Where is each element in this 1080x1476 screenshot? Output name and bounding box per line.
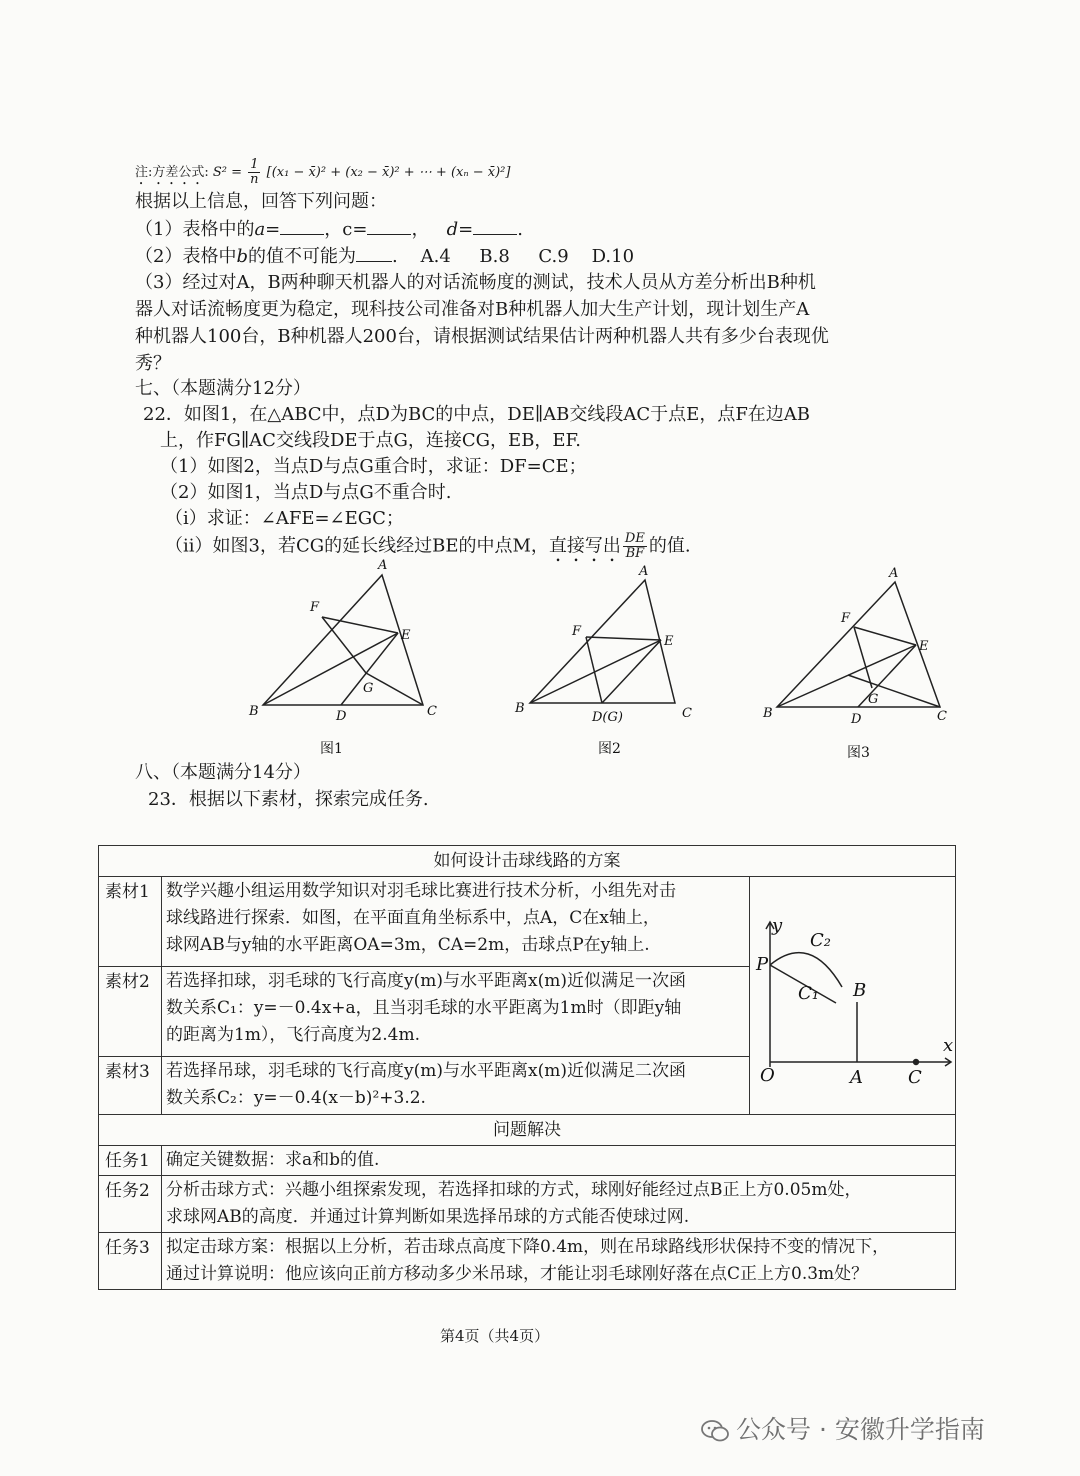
graph-label-c: C bbox=[908, 1067, 922, 1088]
q1-end: . bbox=[517, 219, 523, 240]
section-8-heading: 八、（本题满分14分） bbox=[135, 762, 311, 783]
triangle-abc bbox=[530, 580, 675, 703]
graph-label-o: O bbox=[760, 1065, 775, 1086]
fig3-label-c: C bbox=[937, 709, 947, 724]
question-3-line-2: 器人对话流畅度更为稳定，现科技公司准备对B种机器人加大生产计划，现计划生产A bbox=[135, 299, 810, 320]
q2-option-c: C.9 bbox=[538, 246, 569, 267]
material-1-label: 素材1 bbox=[99, 877, 162, 967]
formula-lead: S² = bbox=[212, 165, 243, 180]
q2-lead: （2）表格中 bbox=[135, 246, 237, 267]
wechat-icon bbox=[700, 1419, 730, 1443]
graph-label-y: y bbox=[772, 915, 783, 936]
frac-num: DE bbox=[624, 531, 645, 546]
fig3-label-a: A bbox=[889, 566, 899, 581]
fig2-label-dg: D(G) bbox=[592, 710, 623, 725]
fig2-label-c: C bbox=[682, 706, 692, 721]
material-2-label: 素材2 bbox=[99, 967, 162, 1057]
fig2-label-b: B bbox=[515, 701, 525, 716]
segment-ef bbox=[586, 637, 661, 640]
p22-ii-lead: （ii）如图3，若CG的延长线经过BE的中点M， bbox=[165, 535, 549, 557]
frac-den: n bbox=[250, 172, 259, 187]
section-7-heading: 七、（本题满分12分） bbox=[135, 378, 311, 399]
problem-22-line-2: 上，作FG∥AC交线段DE于点G，连接CG，EB，EF. bbox=[160, 430, 581, 451]
material-2-line-1: 若选择扣球，羽毛球的飞行高度y(m)与水平距离x(m)近似满足一次函 bbox=[166, 971, 686, 991]
material-1-line-3: 球网AB与y轴的水平距离OA=3m，CA=2m，击球点P在y轴上. bbox=[166, 935, 650, 955]
note-label: 注:方差公式: bbox=[135, 165, 209, 180]
figure-3-labels bbox=[762, 566, 947, 761]
figure-2-caption: 图2 bbox=[598, 741, 621, 757]
figure-1 bbox=[263, 575, 423, 705]
graph-label-c2: C₂ bbox=[810, 930, 831, 951]
figure-1-caption: 图1 bbox=[320, 741, 343, 757]
q1-c: ，c= bbox=[324, 219, 368, 240]
fig1-label-e: E bbox=[401, 628, 411, 643]
material-3-line-1: 若选择吊球，羽毛球的飞行高度y(m)与水平距离x(m)近似满足二次函 bbox=[166, 1061, 686, 1081]
blank-c[interactable] bbox=[367, 216, 411, 235]
q2-option-d: D.10 bbox=[591, 246, 635, 267]
figure-2 bbox=[530, 580, 675, 703]
q2-option-a: A.4 bbox=[420, 246, 451, 267]
graph-label-p: P bbox=[756, 954, 769, 975]
fig1-label-d: D bbox=[336, 709, 347, 724]
blank-a[interactable] bbox=[280, 216, 324, 235]
segment-eb bbox=[530, 640, 661, 703]
q1-a: a= bbox=[254, 219, 281, 240]
task-2-content bbox=[162, 1176, 956, 1233]
material-3-label: 素材3 bbox=[99, 1057, 162, 1115]
material-3-content bbox=[162, 1057, 750, 1115]
formula-fraction bbox=[248, 158, 260, 187]
variance-formula-note bbox=[135, 158, 510, 188]
triangle-abc bbox=[263, 575, 423, 705]
graph-label-c1: C₁ bbox=[798, 983, 819, 1004]
task-2-line-2: 求球网AB的高度．并通过计算判断如果选择吊球的方式能否使球过网. bbox=[166, 1207, 690, 1227]
question-2 bbox=[135, 243, 634, 270]
material-2-line-2: 数关系C₁：y=－0.4x+a，且当羽毛球的水平距离为1m时（即距y轴 bbox=[166, 998, 682, 1018]
watermark bbox=[700, 1410, 985, 1446]
watermark-text: 公众号 · 安徽升学指南 bbox=[736, 1415, 985, 1444]
fig2-label-e: E bbox=[664, 634, 674, 649]
frac-den: BF bbox=[625, 546, 645, 561]
task-3-label: 任务3 bbox=[99, 1233, 162, 1290]
q1-d: d= bbox=[446, 219, 474, 240]
curve-c2 bbox=[770, 953, 842, 987]
problem-23-intro: 23．根据以下素材，探索完成任务. bbox=[148, 789, 429, 810]
problem-22-part-1: （1）如图2，当点D与点G重合时，求证：DF=CE； bbox=[160, 456, 587, 477]
blank-d[interactable] bbox=[473, 216, 517, 235]
table-title: 如何设计击球线路的方案 bbox=[99, 846, 956, 877]
fig1-label-c: C bbox=[427, 704, 437, 719]
segment-ef bbox=[854, 627, 916, 645]
graph-label-x: x bbox=[943, 1035, 954, 1056]
fig1-label-b: B bbox=[249, 704, 259, 719]
task-table bbox=[98, 845, 956, 1290]
fig3-label-e: E bbox=[919, 639, 929, 654]
segment-fg bbox=[854, 627, 872, 688]
q1-lead: （1）表格中的 bbox=[135, 219, 255, 240]
q2-end: . bbox=[391, 246, 398, 267]
material-1-content bbox=[162, 877, 750, 967]
graph-label-a: A bbox=[850, 1067, 863, 1088]
material-2-content bbox=[162, 967, 750, 1057]
figure-3 bbox=[777, 582, 940, 707]
fig1-label-f: F bbox=[310, 600, 320, 615]
segment-de bbox=[858, 645, 916, 707]
fig3-label-d: D bbox=[851, 712, 862, 727]
task-3-line-2: 通过计算说明：他应该向正前方移动多少米吊球，才能让羽毛球刚好落在点C正上方0.3m处？ bbox=[166, 1264, 869, 1284]
q2-option-b: B.8 bbox=[479, 246, 510, 267]
figure-3-caption: 图3 bbox=[847, 745, 870, 761]
question-1 bbox=[135, 216, 523, 243]
q2-text: 的值不可能为 bbox=[247, 246, 356, 267]
fig3-label-b: B bbox=[763, 706, 773, 721]
problem-22-line-1: 22．如图1，在△ABC中，点D为BC的中点，DE∥AB交线段AC于点E，点F在边AB bbox=[143, 404, 811, 425]
task-2-line-1: 分析击球方式：兴趣小组探索发现，若选择扣球的方式，球刚好能经过点B正上方0.05m处， bbox=[166, 1180, 862, 1200]
fig1-label-g: G bbox=[363, 681, 374, 696]
question-3-line-3: 种机器人100台，B种机器人200台，请根据测试结果估计两种机器人共有多少台表现优 bbox=[135, 326, 829, 347]
coordinate-graph bbox=[750, 877, 955, 1105]
graph-label-b: B bbox=[853, 980, 867, 1001]
blank-b[interactable] bbox=[356, 243, 392, 262]
task-1-line-1: 确定关键数据：求a和b的值. bbox=[166, 1150, 380, 1170]
solve-title: 问题解决 bbox=[99, 1115, 956, 1146]
page-footer: 第4页（共4页） bbox=[440, 1327, 550, 1345]
p22-ii-end: 的值. bbox=[648, 535, 691, 557]
material-2-line-3: 的距离为1m），飞行高度为2.4m. bbox=[166, 1025, 420, 1045]
material-1-line-2: 球线路进行探索．如图，在平面直角坐标系中，点A，C在x轴上， bbox=[166, 908, 660, 928]
segment-eb bbox=[777, 645, 916, 707]
task-1-content bbox=[162, 1146, 956, 1176]
fig2-label-f: F bbox=[572, 624, 582, 639]
problem-22-part-2: （2）如图1，当点D与点G不重合时. bbox=[160, 482, 452, 503]
problem-22-part-2i: （i）求证：∠AFE=∠EGC； bbox=[165, 508, 404, 529]
fig2-label-a: A bbox=[639, 564, 649, 579]
fig1-label-a: A bbox=[378, 558, 388, 573]
fig3-label-f: F bbox=[841, 611, 851, 626]
intro-line: 根据以上信息，回答下列问题： bbox=[135, 191, 387, 212]
segment-eb bbox=[263, 633, 398, 705]
formula-body: [(x₁ − x̄)² + (x₂ − x̄)² + ⋯ + (xₙ − x̄)²] bbox=[266, 165, 511, 180]
task-3-content bbox=[162, 1233, 956, 1290]
q2-b: b bbox=[236, 246, 248, 267]
material-1-line-1: 数学兴趣小组运用数学知识对羽毛球比赛进行技术分析，小组先对击 bbox=[166, 881, 676, 901]
task-1-label: 任务1 bbox=[99, 1146, 162, 1176]
frac-num: 1 bbox=[250, 157, 259, 172]
task-2-label: 任务2 bbox=[99, 1176, 162, 1233]
material-3-line-2: 数关系C₂：y=－0.4(x－b)²+3.2. bbox=[166, 1088, 426, 1108]
p22-ii-emphasis: 直接写出 bbox=[548, 535, 621, 557]
question-3-line-4: 秀？ bbox=[135, 353, 171, 374]
geometry-figures bbox=[120, 555, 947, 770]
task-3-line-1: 拟定击球方案：根据以上分析，若击球点高度下降0.4m，则在吊球路线形状保持不变的情况下， bbox=[166, 1237, 890, 1257]
q1-comma: ， bbox=[411, 219, 430, 240]
segment-de bbox=[602, 640, 661, 703]
coordinate-figure-cell bbox=[750, 877, 956, 1115]
fig3-label-g: G bbox=[868, 692, 879, 707]
point-c bbox=[914, 1060, 919, 1065]
question-3-line-1: （3）经过对A，B两种聊天机器人的对话流畅度的测试，技术人员从方差分析出B种机 bbox=[135, 272, 816, 293]
